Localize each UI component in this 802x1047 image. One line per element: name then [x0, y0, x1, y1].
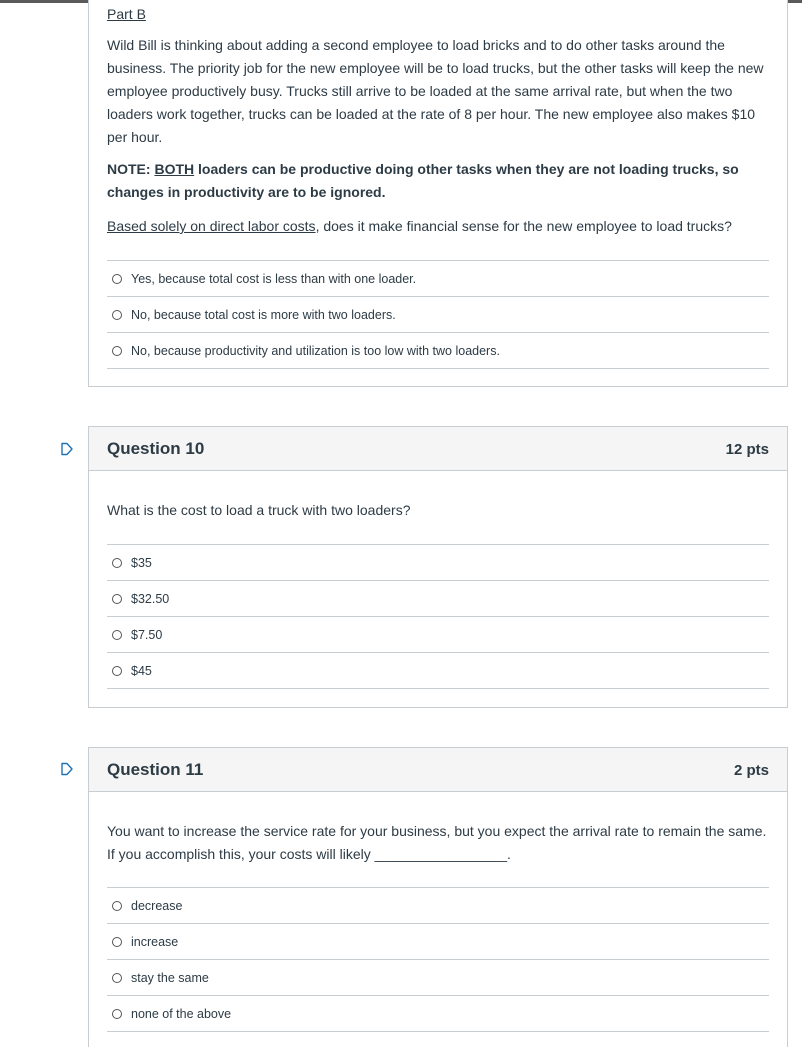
- part-b-paragraph: Wild Bill is thinking about adding a second employee to load bricks and to do other tasks around the business. The priority job for the new employee will be to load trucks, but the other tasks will keep the new employee productively busy. Trucks still arrive to be loaded at the same arrival rate, but when the two loaders work together, trucks can be loaded at the rate of 8 per hour. The new employee also makes $10 per hour.: [107, 37, 764, 145]
- radio-button[interactable]: [112, 666, 122, 676]
- radio-button[interactable]: [112, 274, 122, 284]
- question-title: Question 10: [107, 439, 205, 458]
- part-b-note: NOTE: BOTH loaders can be productive doing other tasks when they are not loading trucks, so changes in productivity are to be ignored.: [107, 161, 739, 200]
- answer-option[interactable]: $32.50: [107, 580, 769, 616]
- answer-option[interactable]: $7.50: [107, 616, 769, 652]
- question-card-10: [88, 426, 788, 708]
- radio-button[interactable]: [112, 973, 122, 983]
- radio-button[interactable]: [112, 1009, 122, 1019]
- question-points: 2 pts: [733, 762, 769, 779]
- part-b-answers: [107, 260, 769, 369]
- question-header: [89, 427, 787, 471]
- answer-option[interactable]: stay the same: [107, 959, 769, 995]
- radio-button[interactable]: [112, 901, 122, 911]
- answer-option[interactable]: Yes, because total cost is less than with one loader.: [107, 260, 769, 296]
- answer-option[interactable]: none of the above: [107, 995, 769, 1032]
- question-11-answers: [107, 887, 769, 1032]
- answer-option[interactable]: No, because productivity and utilization is too low with two loaders.: [107, 332, 769, 369]
- question-10-answers: [107, 544, 769, 689]
- answer-option[interactable]: $45: [107, 652, 769, 689]
- radio-button[interactable]: [112, 630, 122, 640]
- question-card-11: [88, 747, 788, 1047]
- question-title: Question 11: [107, 760, 204, 779]
- part-b-heading: Part B: [107, 6, 146, 22]
- radio-button[interactable]: [112, 346, 122, 356]
- answer-option[interactable]: increase: [107, 923, 769, 959]
- answer-option[interactable]: No, because total cost is more with two loaders.: [107, 296, 769, 332]
- question-points: 12 pts: [725, 441, 769, 458]
- question-text: What is the cost to load a truck with two loaders?: [107, 502, 411, 518]
- flag-question-icon[interactable]: [60, 442, 74, 456]
- part-b-question: Based solely on direct labor costs, does it make financial sense for the new employee to load trucks?: [107, 218, 732, 234]
- question-header: [89, 748, 787, 792]
- answer-option[interactable]: $35: [107, 544, 769, 580]
- radio-button[interactable]: [112, 594, 122, 604]
- radio-button[interactable]: [112, 558, 122, 568]
- question-text: You want to increase the service rate for your business, but you expect the arrival rate to remain the same. If you accomplish this, your costs will likely _________________.: [107, 823, 767, 862]
- radio-button[interactable]: [112, 310, 122, 320]
- answer-option[interactable]: decrease: [107, 887, 769, 923]
- flag-question-icon[interactable]: [60, 762, 74, 776]
- question-card-part-b: [88, 0, 788, 387]
- radio-button[interactable]: [112, 937, 122, 947]
